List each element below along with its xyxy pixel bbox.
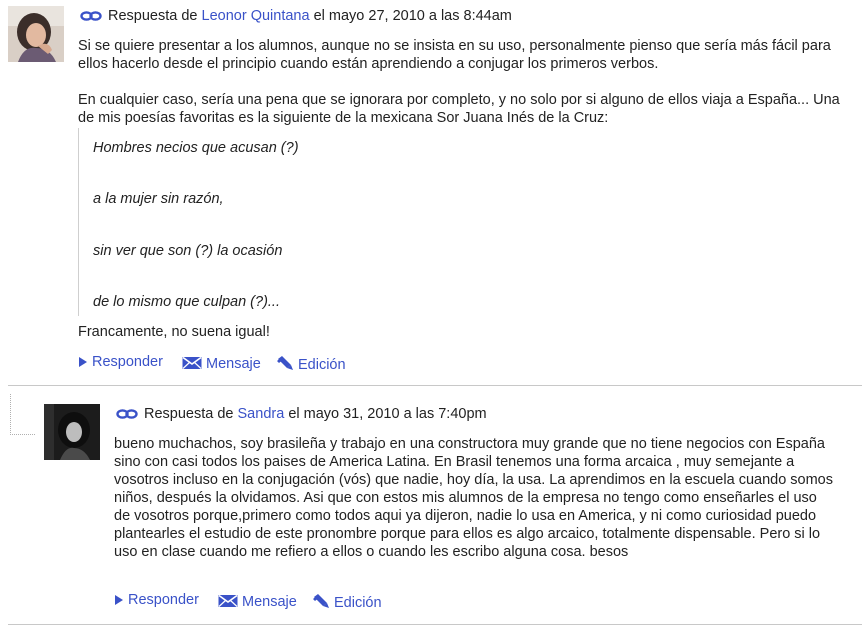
reply-button[interactable]	[78, 353, 163, 371]
comment-actions	[114, 591, 514, 611]
author-link[interactable]: Leonor Quintana	[201, 8, 310, 24]
message-button[interactable]	[218, 593, 297, 611]
comment-date: el mayo 31, 2010 a las 7:40pm	[288, 406, 487, 422]
link-chain-icon[interactable]	[116, 407, 138, 425]
pencil-icon	[276, 355, 294, 371]
avatar[interactable]	[44, 404, 100, 460]
comment-paragraph: Si se quiere presentar a los alumnos, aunque no se insista en su uso, personalmente pienso que sería más fácil para ellos hacerlo desde el principio cuando están aprendiendo a conjugar los primeros verbos.	[78, 38, 831, 72]
comment-header	[116, 405, 487, 425]
poem-line: sin ver que son (?) la ocasión	[93, 243, 283, 259]
comment-header	[80, 7, 512, 27]
comment-paragraph: En cualquier caso, sería una pena que se ignorara por completo, y no solo por si alguno de ellos viaja a España... Una de mis poesías favoritas es la siguiente de la mexicana Sor Juana Inés de la Cruz:	[78, 92, 840, 126]
avatar-photo-icon	[8, 6, 64, 62]
poem-blockquote	[78, 128, 779, 316]
reply-label: Responder	[92, 354, 163, 370]
poem-line: de lo mismo que culpan (?)...	[93, 294, 280, 310]
triangle-right-icon	[78, 356, 88, 368]
comment-paragraph: bueno muchachos, soy brasileña y trabajo en una constructora muy grande que no tiene negocios con España sino con casi todos los paises de America Latina. En Brasil tenemos una forma arcaica , muy semejante a vosotros incluso en la conjugación (vós) que nadie, hoy día, la usa. La aprendimos en la escuela cuando somos niños, después la olvidamos. Asi que con estos mis alumnos de la empresa no tengo como enseñarles el uso de vosotros porque,primero como todos aqui ya dijeron, nadie lo usa en America, y ni como curiosidad puedo plantearles el estudio de este pronombre porque para ellos es algo arcaico, totalmente dispensable. Pero si lo uso en clase cuando me refiero a ellos o cuando les escribo alguna cosa. besos	[114, 436, 833, 560]
comment-actions	[78, 353, 478, 373]
pencil-icon	[312, 593, 330, 609]
poem-line: Hombres necios que acusan (?)	[93, 140, 299, 156]
message-label: Mensaje	[206, 356, 261, 372]
triangle-right-icon	[114, 594, 124, 606]
comment-closing: Francamente, no suena igual!	[78, 324, 270, 340]
reply-label: Responder	[128, 592, 199, 608]
edit-button[interactable]	[276, 355, 346, 374]
comment-date: el mayo 27, 2010 a las 8:44am	[313, 8, 512, 24]
thread-connector	[10, 394, 35, 435]
link-chain-icon[interactable]	[80, 9, 102, 27]
header-prefix: Respuesta de	[108, 8, 198, 24]
reply-button[interactable]	[114, 591, 199, 609]
comment-sandra	[0, 386, 862, 634]
message-label: Mensaje	[242, 594, 297, 610]
avatar[interactable]	[8, 6, 64, 62]
message-button[interactable]	[182, 355, 261, 373]
edit-button[interactable]	[312, 593, 382, 612]
avatar-photo-icon	[44, 404, 100, 460]
edit-label: Edición	[298, 357, 346, 373]
envelope-icon	[218, 594, 238, 608]
header-prefix: Respuesta de	[144, 406, 234, 422]
author-link[interactable]: Sandra	[237, 406, 285, 422]
poem-line: a la mujer sin razón,	[93, 191, 224, 207]
comment-divider	[8, 624, 862, 625]
edit-label: Edición	[334, 595, 382, 611]
envelope-icon	[182, 356, 202, 370]
